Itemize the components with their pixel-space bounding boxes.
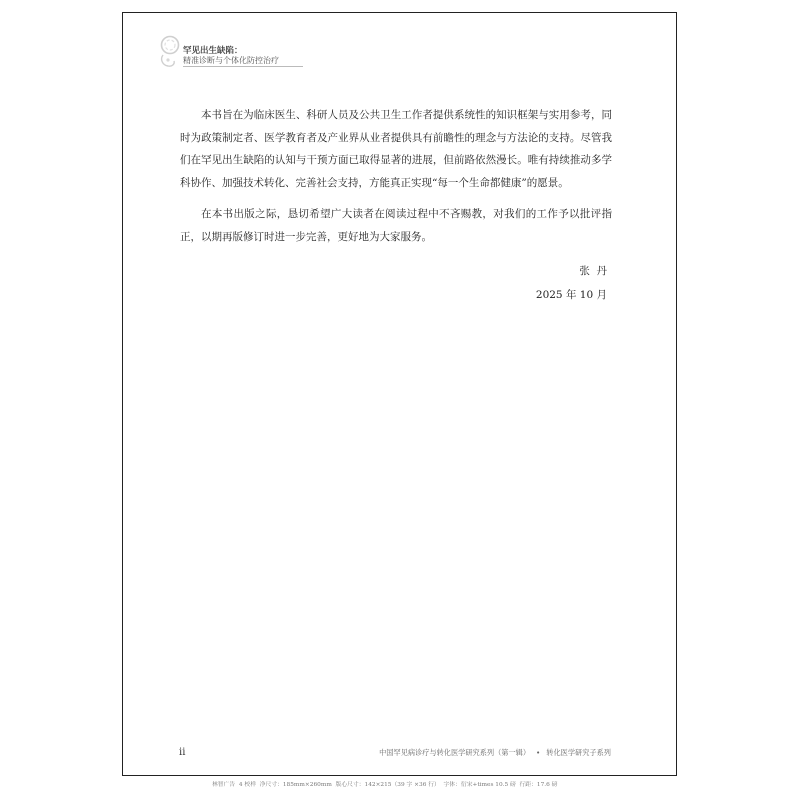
body-paragraph: 本书旨在为临床医生、科研人员及公共卫生工作者提供系统性的知识框架与实用参考，同时为政策制定者、医学教育者及产业界从业者提供具有前瞻性的理念与方法论的支持。尽管我们在罕见出生缺陷的认知与干预方面已取得显著的进展，但前路依然漫长。唯有持续推动多学科协作、加强技术转化、完善社会支持，方能真正实现“每一个生命都健康”的愿景。 bbox=[180, 109, 612, 189]
series-title: 中国罕见病诊疗与转化医学研究系列（第一辑） bbox=[379, 748, 531, 757]
header-divider bbox=[183, 66, 303, 67]
header-subtitle: 精准诊断与个体化防控治疗 bbox=[183, 56, 279, 65]
subseries-title: 转化医学研究子系列 bbox=[546, 748, 611, 757]
header-title: 罕见出生缺陷： bbox=[183, 46, 243, 56]
book-logo-icon bbox=[156, 33, 184, 69]
signature-name: 张 丹 bbox=[579, 265, 607, 277]
footer-series-line bbox=[379, 748, 611, 758]
page-number: ii bbox=[179, 747, 186, 758]
print-specifications: 林智广告 4 校样 净尺寸：185mm×260mm 版心尺寸：142×215（39 字 ×36 行） 字体：衍宋+times 10.5 磅 行距：17.6 磅 bbox=[212, 782, 558, 788]
signature-date: 2025 年 10 月 bbox=[535, 289, 607, 301]
body-paragraph: 在本书出版之际，恳切希望广大读者在阅读过程中不吝赐教，对我们的工作予以批评指正，以期再版修订时进一步完善，更好地为大家服务。 bbox=[180, 208, 612, 243]
separator-dot: • bbox=[536, 748, 541, 757]
